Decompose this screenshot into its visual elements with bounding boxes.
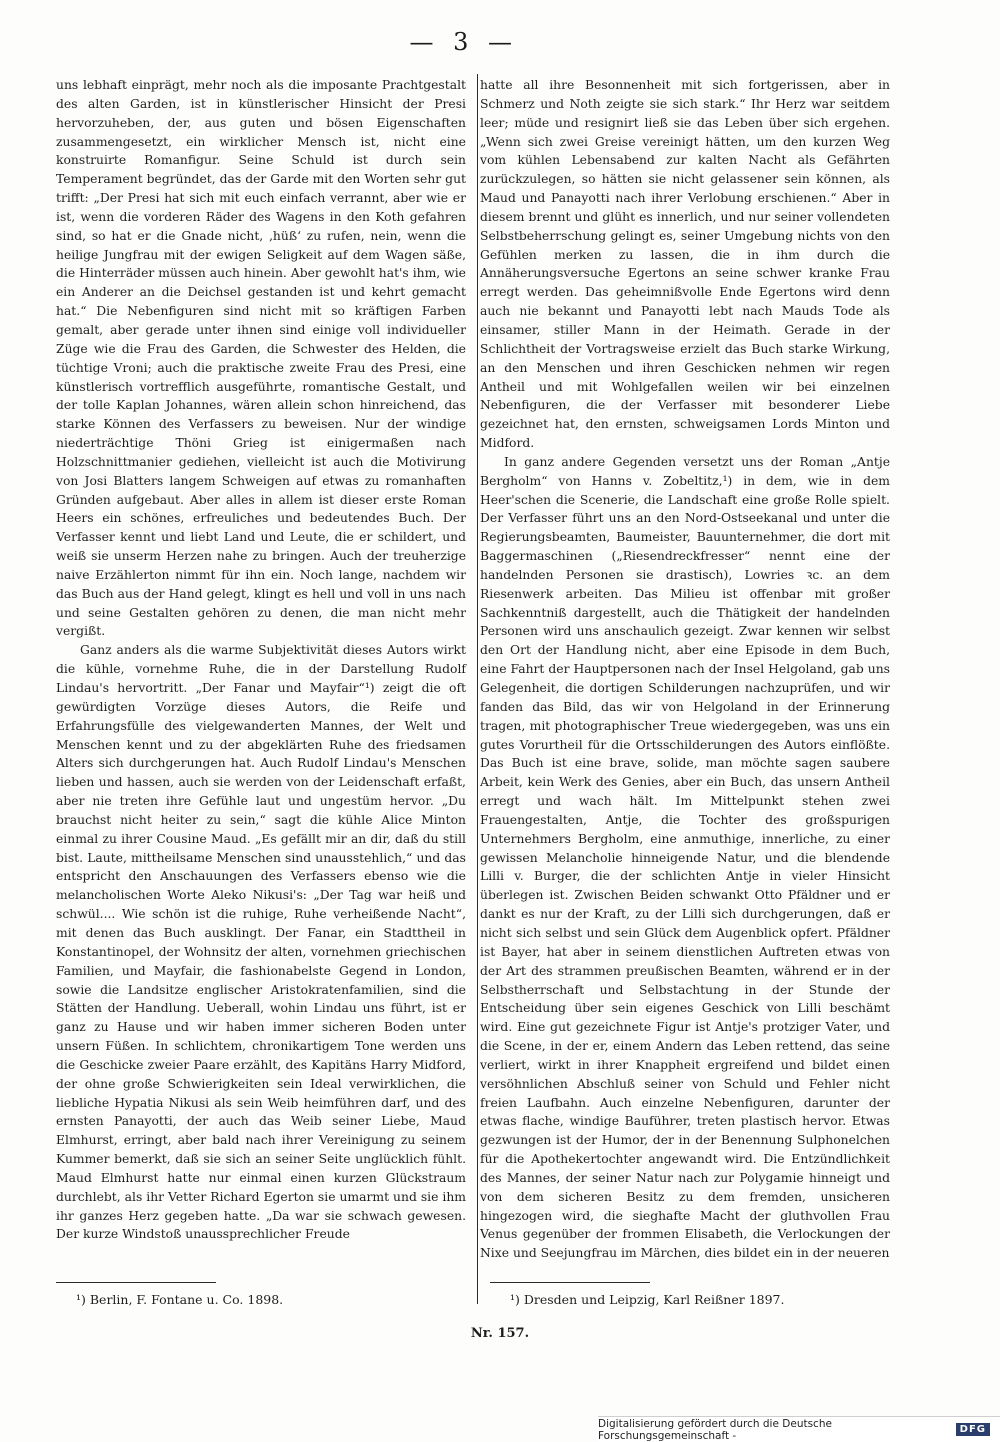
footnote-left: ¹) Berlin, F. Fontane u. Co. 1898.	[76, 1292, 284, 1307]
footnote-right: ¹) Dresden und Leipzig, Karl Reißner 1897.	[510, 1292, 785, 1307]
column-divider	[477, 74, 478, 1304]
funding-bar	[598, 1416, 1000, 1442]
right-column	[480, 76, 890, 1263]
paragraph: In ganz andere Gegenden versetzt uns der Roman „Antje Bergholm“ von Hanns v. Zobeltitz,¹) in dem, wie in dem Heer'schen die Scenerie, die Landschaft eine große Rolle spielt. Der Verfasser führt uns an den Nord-Ostseekanal und unter die Regierungsbeamten, Baumeister, Bauunternehmer, die dort mit Baggermaschinen („Riesendreckfresser“ nennt eine der handelnden Personen sie drastisch), Lowries ꝛc. an dem Riesenwerk arbeiten. Das Milieu ist offenbar mit großer Sachkenntniß dargestellt, auch die Thätigkeit der handelnden Personen wird uns anschaulich gezeigt. Zwar kennen wir selbst den Ort der Handlung nicht, aber eine Episode in dem Buch, eine Fahrt der Hauptpersonen nach der Insel Helgoland, gab uns Gelegenheit, die dortigen Schilderungen nachzuprüfen, und wir fanden das Bild, das wir von Helgoland in der Erinnerung tragen, mit photographischer Treue wiedergegeben, was uns ein gutes Vorurtheil für die Ortsschilderungen des Autors einflößte. Das Buch ist eine brave, solide, man möchte sagen saubere Arbeit, kein Werk des Genies, aber ein Buch, das unsern Antheil erregt und wach hält. Im Mittelpunkt stehen zwei Frauengestalten, Antje, die Tochter des großspurigen Unternehmers Bergholm, eine anmuthige, innerliche, zu einer gewissen Melancholie hinneigende Natur, und die blendende Lilli v. Burger, die der schlichten Antje in vieler Hinsicht überlegen ist. Zwischen Beiden schwankt Otto Pfäldner und er dankt es nur der Kraft, zu der Lilli sich durchgerungen, daß er nicht sich selbst und sein Glück dem Augenblick opfert. Pfäldner ist Bayer, hat aber in seinem dienstlichen Auftreten etwas von der Art des strammen preußischen Beamten, während er in der Selbstherrschaft und Selbstachtung in der Stunde der Entscheidung über sein eigenes Geschick von Lilli beschämt wird. Eine gut gezeichnete Figur ist Antje's protziger Vater, und die Scene, in der er, einem Andern das Leben rettend, das seine verliert, wirkt in ihrer Knappheit ergreifend und bildet einen versöhnlichen Abschluß seiner von Schuld und Fehler nicht freien Laufbahn. Auch einzelne Nebenfiguren, darunter der etwas flache, windige Bauführer, treten plastisch hervor. Etwas gezwungen ist der Humor, der in der Benennung Sulphonelchen für die Apothekertochter angewandt wird. Die Entzündlichkeit des Mannes, der seiner Natur nach zur Polygamie hinneigt und von dem sicheren Besitz zu dem fremden, unsicheren hingezogen wird, die sieghafte Macht der gluthvollen Frau Venus gegenüber der frommen Elisabeth, die Verlockungen der Nixe und Seejungfrau im Märchen, dies bildet ein in der neueren	[480, 454, 890, 1261]
page-number: — 3 —	[409, 28, 518, 56]
funding-text: Digitalisierung gefördert durch die Deutsche Forschungsgemeinschaft -	[598, 1417, 832, 1442]
issue-number: Nr. 157.	[470, 1326, 530, 1341]
left-column	[56, 76, 466, 1244]
footnote-rule-right	[490, 1282, 650, 1283]
paragraph: Ganz anders als die warme Subjektivität dieses Autors wirkt die kühle, vornehme Ruhe, die in der Darstellung Rudolf Lindau's hervortritt. „Der Fanar und Mayfair“¹) zeigt die oft gewürdigten Vorzüge dieses Autors, die Reife und Erfahrungsfülle des vielgewanderten Mannes, der Welt und Menschen kennt und zu der abgeklärten Ruhe des friedsamen Alters sich durchgerungen hat. Auch Rudolf Lindau's Menschen lieben und hassen, auch sie werden von der Leidenschaft erfaßt, aber nie treten ihre Gefühle laut und ungestüm hervor. „Du brauchst nicht heiter zu sein,“ sagt die kühle Alice Minton einmal zu ihrer Cousine Maud. „Es gefällt mir an dir, daß du still bist. Laute, mittheilsame Menschen sind unausstehlich,“ und das entspricht den Anschauungen des Verfassers ebenso wie die melancholischen Worte Aleko Nikusi's: „Der Tag war heiß und schwül.... Wie schön ist die ruhige, Ruhe verheißende Nacht“, mit denen das Buch ausklingt. Der Fanar, ein Stadttheil in Konstantinopel, der Wohnsitz der alten, vornehmen griechischen Familien, und Mayfair, die fashionabelste Gegend in London, sowie die Landsitze englischer Aristokratenfamilien, sind die Stätten der Handlung. Ueberall, wohin Lindau uns führt, ist er ganz zu Hause und wir haben immer sicheren Boden unter unsern Füßen. In schlichtem, chronikartigem Tone werden uns die Geschicke zweier Paare erzählt, des Kapitäns Harry Midford, der ohne große Schwierigkeiten sein Ideal verwirklichen, die liebliche Hypatia Nikusi als sein Weib heimführen darf, und des ernsten Panayotti, der auch das Weib seiner Liebe, Maud Elmhurst, erringt, aber bald nach ihrer Vereinigung zu seinem Kummer bemerkt, daß sie sich an seiner Seite unglücklich fühlt. Maud Elmhurst hatte nur einmal einen kurzen Glückstraum durchlebt, als ihr Vetter Richard Egerton sie umarmt und sie ihm ihr ganzes Herz gegeben hatte. „Da war sie schwach gewesen. Der kurze Windstoß unaussprechlicher Freude	[56, 643, 466, 1242]
dfg-logo-icon[interactable]: DFG	[956, 1423, 990, 1436]
footnote-rule-left	[56, 1282, 216, 1283]
paragraph: uns lebhaft einprägt, mehr noch als die imposante Prachtgestalt des alten Garden, ist in künstlerischer Hinsicht der Presi hervorzuheben, der, aus guten und bösen Eigenschaften zusammengesetzt, ein wirklicher Mensch ist, nicht eine konstruirte Romanfigur. Seine Schuld ist durch sein Temperament begründet, das der Garde mit den Worten sehr gut trifft: „Der Presi hat sich mit euch einfach verrannt, aber wie er ist, wenn die vorderen Räder des Wagens in den Koth gefahren sind, so hat er die Gnade nicht, ‚hüß‘ zu rufen, nein, wenn die heilige Jungfrau mit der ewigen Seligkeit auf dem Wagen säße, die Hinterräder müssen auch hinein. Aber gewohlt hat's ihm, wie ein Anderer an die Deichsel gestanden ist und kehrt gemacht hat.“ Die Nebenfiguren sind nicht mit so kräftigen Farben gemalt, aber gerade unter ihnen sind einige voll individueller Züge wie die Frau des Garden, die Schwester des Helden, die tüchtige Vroni; auch die praktische zweite Frau des Presi, eine künstlerisch vortrefflich ausgeführte, romantische Gestalt, und der tolle Kaplan Johannes, wären allein schon hinreichend, das starke Können des Verfassers zu beweisen. Nur der windige niederträchtige Thöni Grieg ist einigermaßen nach Holzschnittmanier gediehen, vielleicht ist auch die Motivirung von Josi Blatters langem Schweigen auf etwas zu romanhaften Gründen aufgebaut. Aber alles in allem ist dieser erste Roman Heers ein schönes, erfreuliches und bedeutendes Buch. Der Verfasser kennt und liebt Land und Leute, die er schildert, und weiß sie unserm Herzen nahe zu bringen. Auch der treuherzige naive Erzählerton nimmt für ihn ein. Noch lange, nachdem wir das Buch aus der Hand gelegt, klingt es hell und voll in uns nach und seine Gestalten gehören zu denen, die man nicht mehr vergißt.	[56, 78, 466, 639]
paragraph: hatte all ihre Besonnenheit mit sich fortgerissen, aber in Schmerz und Noth zeigte sie sich stark.“ Ihr Herz war seitdem leer; müde und resignirt ließ sie das Leben über sich ergehen. „Wenn sich zwei Greise vereinigt hätten, um den kurzen Weg vom kühlen Lebensabend zur kalten Nacht als Gefährten zurückzulegen, so hätten sie nicht gelassener sein können, als Maud und Panayotti nach ihrer Verlobung erschienen.“ Aber in diesem brennt und glüht es innerlich, und nur seiner vollendeten Selbstbeherrschung gelingt es, seiner Umgebung nichts von den Gefühlen merken zu lassen, die in ihm durch die Annäherungsversuche Egertons an seine schwer kranke Frau erregt werden. Das geheimnißvolle Ende Egertons wird denn auch nie bekannt und Panayotti lebt nach Mauds Tode als einsamer, stiller Mann in der Heimath. Gerade in der Schlichtheit der Vortragsweise erzielt das Buch starke Wirkung, an den Menschen und ihren Geschicken nehmen wir regen Antheil und mit Wohlgefallen weilen wir bei einzelnen Nebenfiguren, die der Verfasser mit besonderer Liebe gezeichnet hat, den ernsten, schweigsamen Lords Minton und Midford.	[480, 78, 890, 451]
